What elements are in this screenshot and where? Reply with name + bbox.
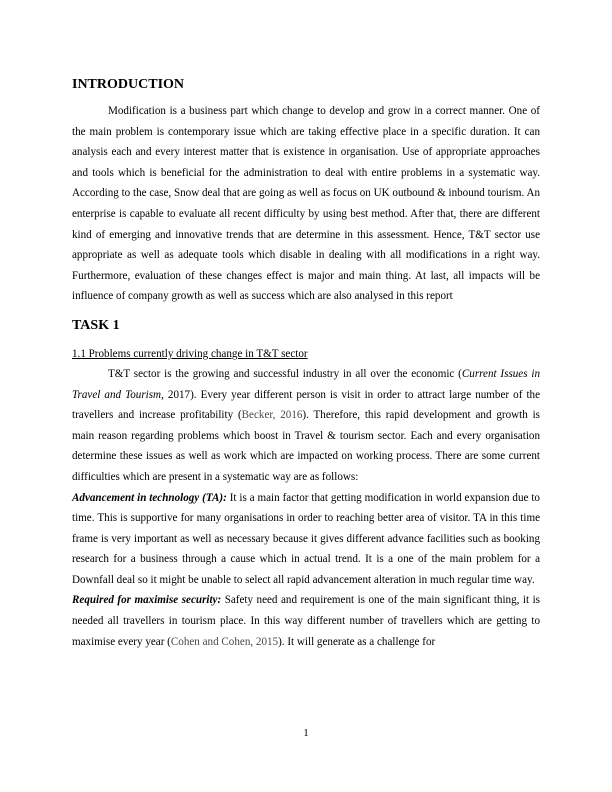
introduction-paragraph: Modification is a business part which change to develop and grow in a correct manner. One of the main problem is contemporary issue which are taking effective place in a specific duration. It can analysis each and every interest matter that is existence in organisation. Use of appropriate approaches and tools which is beneficial for the administration to deal with entire problems in a systematic way. According to the case, Snow deal that are going as well as focus on UK outbound & inbound tourism. An enterprise is capable to evaluate all recent difficulty by using best method. After that, there are different kind of emerging and innovative trends that are determine in this assessment. Hence, T&T sector use appropriate as well as adequate tools which disable in dealing with all modifications in a right way. Furthermore, evaluation of these changes effect is major and main thing. At last, all impacts will be influence of company growth as well as success which are also analysed in this report — [72, 105, 541, 303]
citation-current-issues: Current Issues in Travel and Tourism — [72, 367, 541, 401]
introduction-heading: INTRODUCTION — [72, 77, 185, 92]
page-content — [72, 75, 540, 652]
citation-becker: Becker, 2016 — [241, 409, 303, 422]
section-1-1-subheading: 1.1 Problems currently driving change in T&T sector — [72, 347, 308, 360]
security-lead: Required for maximise security: — [72, 594, 222, 607]
task1-heading: TASK 1 — [72, 317, 120, 333]
citation-cohen: Cohen and Cohen, 2015 — [170, 635, 279, 648]
p1-text-c: ). Therefore, this rapid development and growth is main reason regarding problems which boost in Travel & tourism sector. Each and every organisation determine these issues as well as work which are impacted on working process. There are some current difficulties which are present in a systematic way are as follows: — [72, 409, 540, 483]
technology-lead: Advancement in technology (TA): — [72, 491, 227, 504]
technology-text: It is a main factor that getting modification in world expansion due to time. This is supportive for many organisations in order to reaching better area of visitor. TA in this time frame is very important as well as necessary because it gives different advance facilities such as booking research for a business through a cause which in actual trend. It is a one of the main problem for a Downfall deal so it might be unable to select all rapid advancement alteration in much regular time way. — [72, 491, 540, 586]
p1-text-b: , 2017). Every year different person is visit in order to attract large number of the travellers and increase profitability ( — [72, 388, 540, 422]
p1-text-a: T&T sector is the growing and successful industry in all over the economic ( — [108, 367, 462, 380]
security-text-a: Safety need and requirement is one of the main significant thing, it is needed all travellers in tourism place. In this way different number of travellers which are getting to maximise every year ( — [72, 594, 540, 648]
page-number: 1 — [303, 727, 309, 739]
task1-paragraph-security — [72, 590, 540, 652]
task1-paragraph-technology — [72, 488, 540, 591]
security-text-b: ). It will generate as a challenge for — [278, 635, 436, 648]
task1-paragraph-1 — [72, 364, 540, 488]
